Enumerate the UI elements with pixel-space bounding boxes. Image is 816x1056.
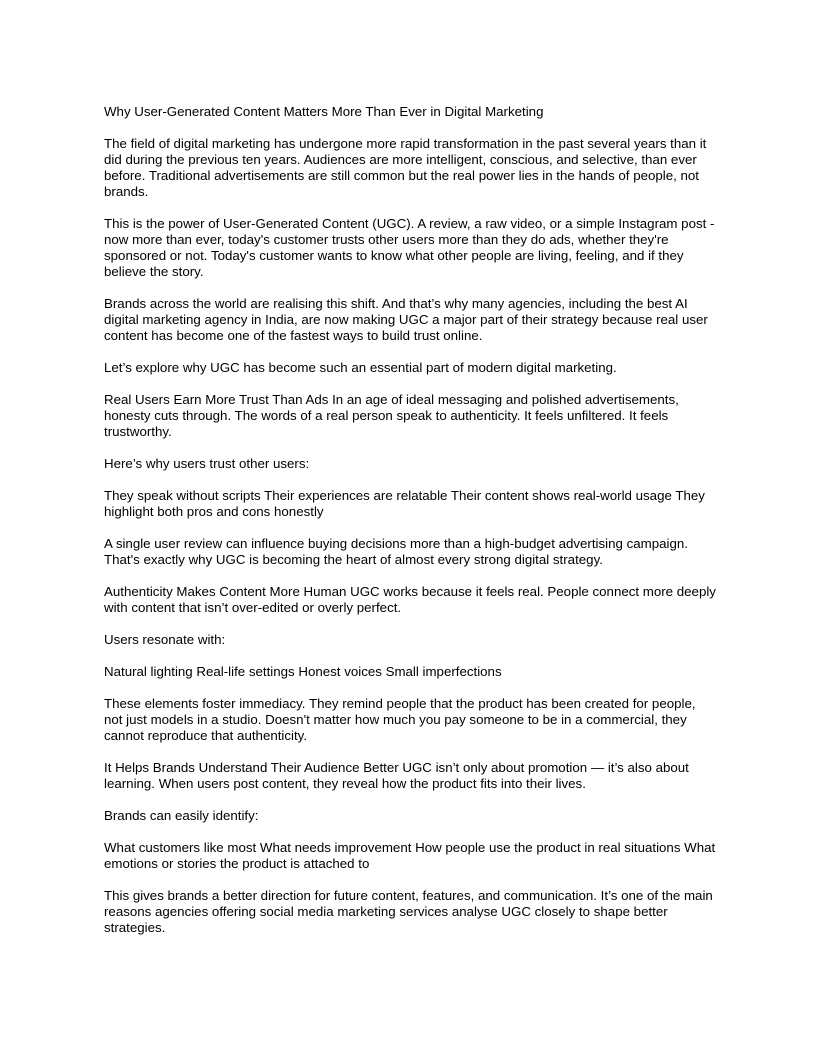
- paragraph-users-resonate: Users resonate with:: [104, 632, 226, 647]
- paragraph-intro: The field of digital marketing has undergone more rapid transformation in the past several years than it did during the previous ten years. Audiences are more intelligent, conscious, and selective, than ever before. Traditional advertisements are still common but the real power lies in the hands of people, not brands.: [104, 136, 707, 199]
- paragraph-single-review: A single user review can influence buying decisions more than a high-budget advertising campaign. That's exactly why UGC is becoming the heart of almost every strong digital strategy.: [104, 536, 688, 567]
- paragraph-direction: This gives brands a better direction for future content, features, and communication. It’s one of the main reasons agencies offering social media marketing services analyse UGC closely to shape better strategies.: [104, 888, 713, 935]
- paragraph-resonate-list: Natural lighting Real-life settings Honest voices Small imperfections: [104, 664, 502, 679]
- document-body: [104, 104, 716, 952]
- paragraph-ugc-power: This is the power of User-Generated Content (UGC). A review, a raw video, or a simple Instagram post - now more than ever, today's customer trusts other users more than they do ads, whether they're sponsored or not. Today's customer wants to know what other people are living, feeling, and if they believe the story.: [104, 216, 715, 279]
- paragraph-brands-shift: Brands across the world are realising this shift. And that’s why many agencies, including the best AI digital marketing agency in India, are now making UGC a major part of their strategy because real user content has become one of the fastest ways to build trust online.: [104, 296, 708, 343]
- paragraph-why-trust: Here’s why users trust other users:: [104, 456, 310, 471]
- paragraph-audience: It Helps Brands Understand Their Audience Better UGC isn’t only about promotion — it’s also about learning. When users post content, they reveal how the product fits into their lives.: [104, 760, 689, 791]
- paragraph-brands-identify: Brands can easily identify:: [104, 808, 259, 823]
- paragraph-immediacy: These elements foster immediacy. They remind people that the product has been created for people, not just models in a studio. Doesn't matter how much you pay someone to be in a commercial, they cannot reproduce that authenticity.: [104, 696, 696, 743]
- document-title: Why User-Generated Content Matters More Than Ever in Digital Marketing: [104, 104, 544, 119]
- paragraph-trust: Real Users Earn More Trust Than Ads In an age of ideal messaging and polished advertisements, honesty cuts through. The words of a real person speak to authenticity. It feels unfiltered. It feels trustworthy.: [104, 392, 679, 439]
- paragraph-identify-list: What customers like most What needs improvement How people use the product in real situations What emotions or stories the product is attached to: [104, 840, 716, 871]
- paragraph-authenticity: Authenticity Makes Content More Human UGC works because it feels real. People connect more deeply with content that isn’t over-edited or overly perfect.: [104, 584, 716, 615]
- paragraph-explore: Let’s explore why UGC has become such an essential part of modern digital marketing.: [104, 360, 617, 375]
- paragraph-trust-reasons: They speak without scripts Their experiences are relatable Their content shows real-world usage They highlight both pros and cons honestly: [104, 488, 705, 519]
